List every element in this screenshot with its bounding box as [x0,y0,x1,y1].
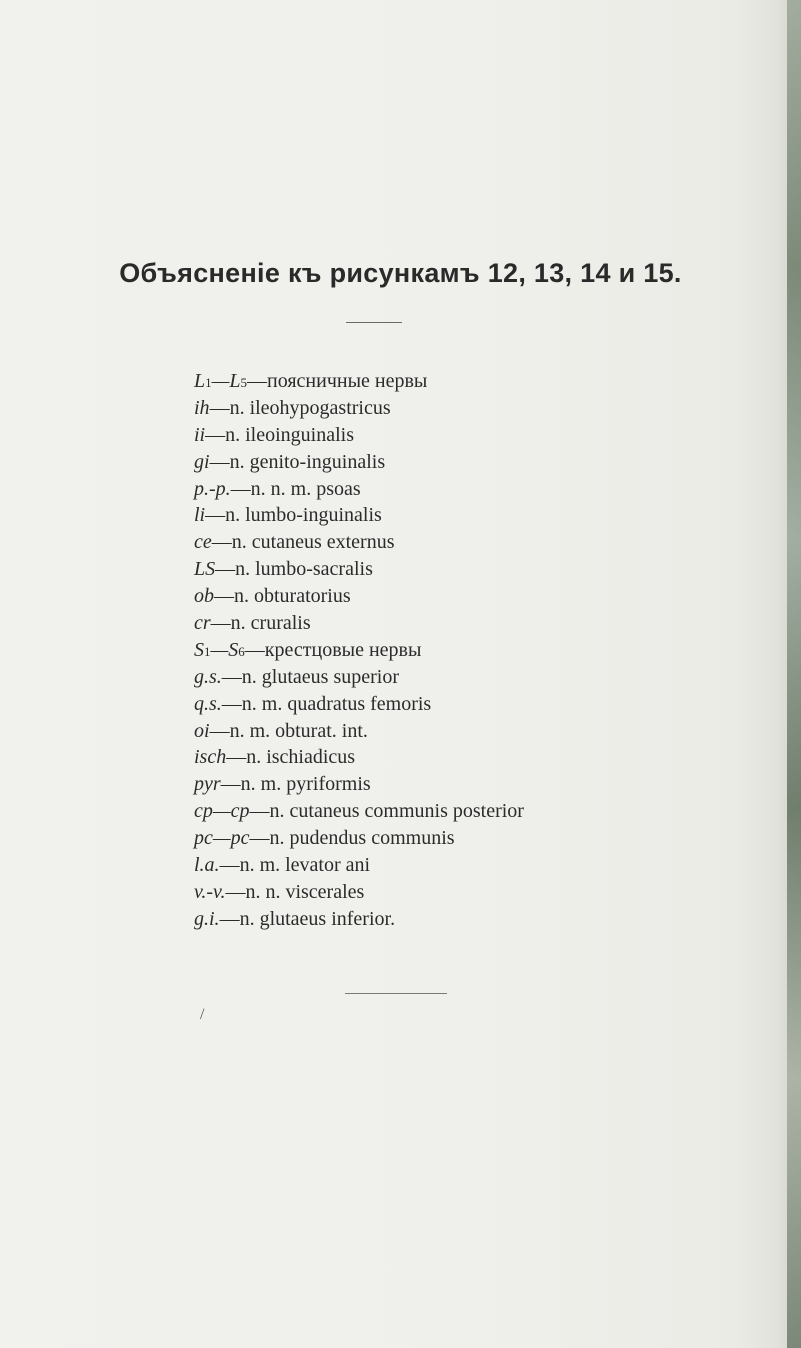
legend-abbreviation: gi [194,450,210,473]
legend-description: —n. cruralis [210,612,311,635]
legend-description: —n. ischiadicus [226,746,356,769]
legend-abbreviation: ih [194,396,210,419]
legend-abbreviation: ii [194,423,206,446]
legend-abbreviation: LS [194,558,216,581]
legend-item [194,529,754,556]
legend-abbreviation: g.i. [194,907,220,930]
legend-abbreviation-end: —L [211,370,241,392]
legend-item [194,583,754,610]
legend-abbreviation: v.-v. [194,880,226,903]
legend-subscript-end: 5 [240,375,248,390]
legend-item [194,906,754,933]
legend-abbreviation: cr [194,612,211,635]
book-spine-edge [787,0,801,1348]
legend-description: —n. m. levator ani [219,854,371,877]
legend-description: —n. n. viscerales [225,880,365,903]
legend-item [194,879,754,906]
legend-description: —n. obturatorius [214,585,351,608]
legend-description: —n. glutaeus superior [221,665,399,688]
legend-abbreviation: l.a. [194,854,220,877]
legend-abbreviation: L [194,370,206,392]
legend-description: —n. m. quadratus femoris [221,692,432,715]
legend-item [194,556,754,583]
legend-item [194,422,754,449]
legend-item [194,744,754,771]
legend-item [194,664,754,691]
legend-abbreviation-end: —S [210,638,239,661]
legend-abbreviation: li [194,504,206,527]
legend-description: —n. genito-inguinalis [209,450,386,473]
page-title: Объясненіе къ рисункамъ 12, 13, 14 и 15. [119,258,682,288]
title-divider [346,322,402,323]
legend-description: —n. ileohypogastricus [209,396,391,419]
legend-item [194,852,754,879]
legend-subscript: 1 [205,375,212,390]
legend-item [194,798,754,825]
legend-abbreviation: pc—pc [194,827,250,850]
legend-description: —n. lumbo-sacralis [215,558,373,581]
legend-item [194,502,754,529]
legend-description: —n. n. m. psoas [230,477,361,500]
legend-description: —крестцовые нервы [244,638,422,661]
bottom-divider [345,993,447,994]
legend-item [194,610,754,637]
legend-abbreviation: g.s. [194,665,222,688]
legend-description: —n. pudendus communis [249,827,455,850]
legend-abbreviation: oi [194,719,210,742]
legend-abbreviation: S [194,638,204,661]
legend-abbreviation: p.-p. [194,477,231,500]
abbreviation-legend [194,368,754,933]
legend-subscript: 1 [204,643,211,659]
legend-item [194,825,754,852]
legend-item [194,637,754,664]
legend-item [194,476,754,503]
legend-item [194,395,754,422]
legend-description: —поясничные нервы [247,370,428,392]
legend-subscript-end: 6 [238,643,245,659]
legend-description: —n. cutaneus externus [211,531,395,554]
legend-item [194,771,754,798]
legend-abbreviation: ce [194,531,212,554]
legend-item [194,718,754,745]
stray-mark: / [200,1006,205,1023]
legend-item [194,449,754,476]
legend-description: —n. m. obturat. int. [209,719,368,742]
legend-abbreviation: q.s. [194,692,222,715]
legend-description: —n. cutaneus communis posterior [249,800,524,823]
legend-description: —n. glutaeus inferior. [219,907,396,930]
legend-abbreviation: ob [194,585,214,608]
legend-description: —n. lumbo-inguinalis [205,504,382,527]
legend-item [194,691,754,718]
legend-description: —n. ileoinguinalis [205,423,355,446]
legend-description: —n. m. pyriformis [220,773,371,796]
legend-abbreviation: isch [194,746,227,769]
legend-abbreviation: pyr [194,773,221,796]
legend-item [194,368,754,395]
legend-abbreviation: cp—cp [194,800,250,823]
